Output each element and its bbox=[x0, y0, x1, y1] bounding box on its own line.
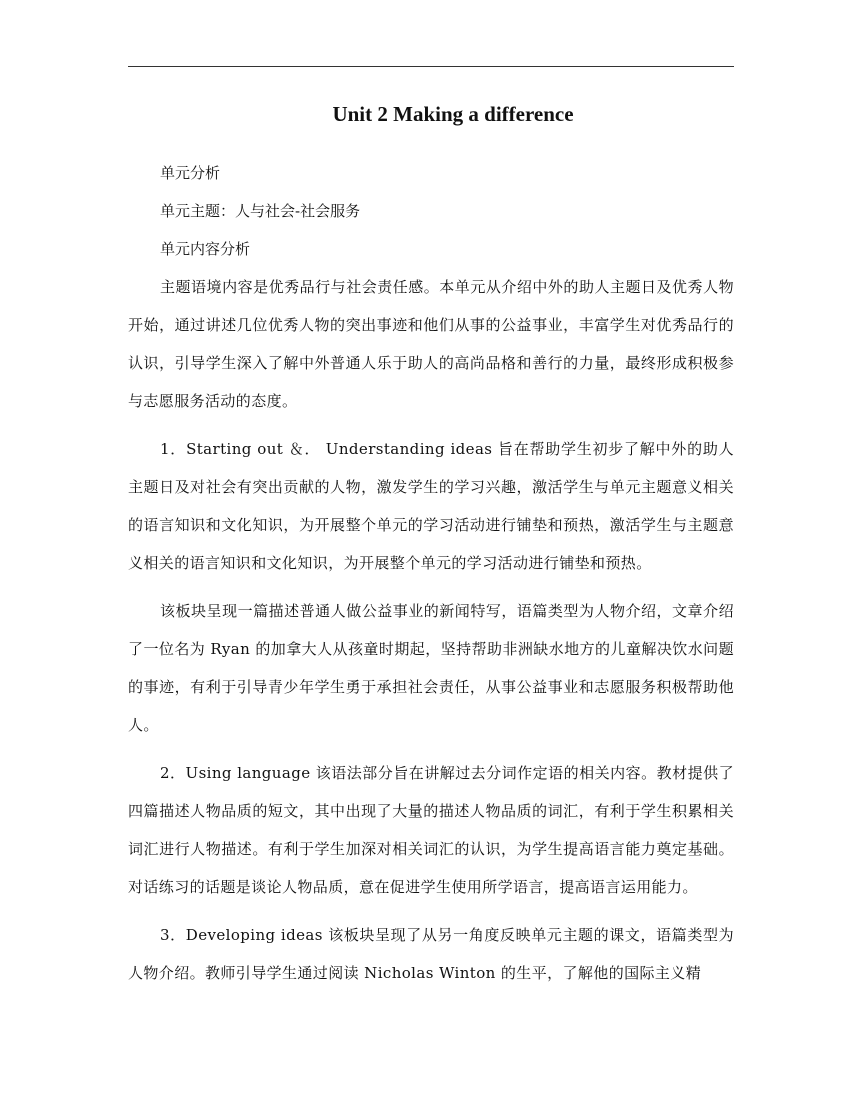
paragraph-using-language: 2．Using language 该语法部分旨在讲解过去分词作定语的相关内容。教材提供了四篇描述人物品质的短文，其中出现了大量的描述人物品质的词汇，有利于学生积累相关词汇进行人物描述。有利于学生加深对相关词汇的认识，为学生提高语言能力奠定基础。对话练习的话题是谈论人物品质，意在促进学生使用所学语言，提高语言运用能力。 bbox=[128, 764, 734, 896]
paragraph-theme-context: 主题语境内容是优秀品行与社会责任感。本单元从介绍中外的助人主题日及优秀人物开始，通过讲述几位优秀人物的突出事迹和他们从事的公益事业，丰富学生对优秀品行的认识，引导学生深入了解中外普通人乐于助人的高尚品格和善行的力量，最终形成积极参与志愿服务活动的态度。 bbox=[128, 278, 734, 410]
header-rule bbox=[128, 66, 734, 67]
heading-content-analysis: 单元内容分析 bbox=[160, 240, 251, 258]
unit-theme: 单元主题：人与社会-社会服务 bbox=[160, 202, 361, 220]
document-title: Unit 2 Making a difference bbox=[332, 102, 574, 126]
document-body bbox=[128, 96, 734, 1000]
paragraph-starting-out: 1．Starting out ＆． Understanding ideas 旨在帮助学生初步了解中外的助人主题日及对社会有突出贡献的人物，激发学生的学习兴趣，激活学生与单元主题意义相关的语言知识和文化知识，为开展整个单元的学习活动进行铺垫和预热，激活学生与主题意义相关的语言知识和文化知识，为开展整个单元的学习活动进行铺垫和预热。 bbox=[128, 440, 734, 572]
heading-unit-analysis: 单元分析 bbox=[160, 164, 221, 182]
paragraph-developing-ideas: 3．Developing ideas 该板块呈现了从另一角度反映单元主题的课文，语篇类型为人物介绍。教师引导学生通过阅读 Nicholas Winton 的生平，了解他的国际主义精 bbox=[128, 926, 734, 982]
paragraph-news-feature: 该板块呈现一篇描述普通人做公益事业的新闻特写，语篇类型为人物介绍，文章介绍了一位名为 Ryan 的加拿大人从孩童时期起，坚持帮助非洲缺水地方的儿童解决饮水问题的事迹，有利于引导青少年学生勇于承担社会责任，从事公益事业和志愿服务积极帮助他人。 bbox=[128, 602, 734, 734]
